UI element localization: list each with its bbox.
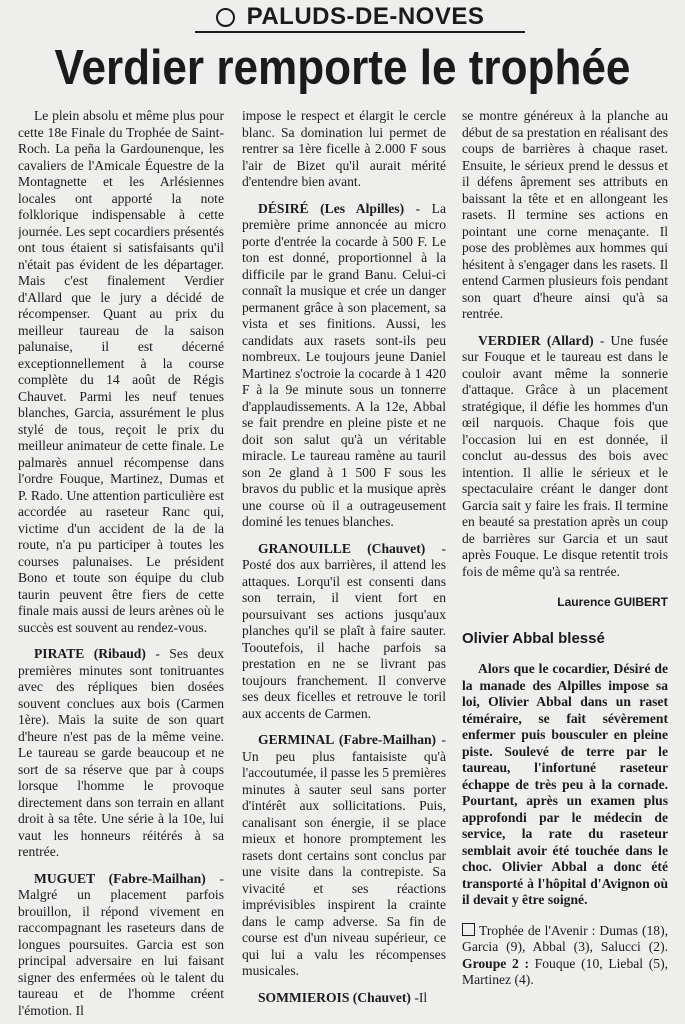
group-label: Groupe 2 :	[462, 955, 529, 971]
paragraph-granouille: GRANOUILLE (Chauvet) - Posté dos aux barrières, il attend les attaques. Lorqu'il est consenti dans son terrain, il vient fort en poursuivant ses actions jusqu'aux planches qu'il se plaît à faire sauter. Tooutefois, il hache parfois sa prestation en ne se livrant pas toujours franchement. Il converve ses deux ficelles et retrouve le toril aux accents de Carmen.	[242, 540, 446, 721]
column-1	[18, 108, 224, 1024]
paragraph-verdier: VERDIER (Allard) - Une fusée sur Fouque et le taureau est dans le couloir avant même la sonnerie d'attaque. Grâce à un placement stratégique, il défie les hommes d'un œil narquois. Chaque fois que l'occasion lui en est donnée, il conclut au-dessus des bois avec intention. Il allie le sérieux et le spectaculaire créant le danger dont Garcia sait y faire les frais. Il termine en beauté sa prestation après un coup de barrières sur Garcia et un saut après Fouque. Le disque retentit trois fois de même qu'à sa rentrée.	[462, 332, 668, 579]
column-2	[242, 108, 446, 1024]
paragraph-sommierois-cont: se montre généreux à la planche au début de sa prestation en réalisant des coups de barrières à chaque raset. Ensuite, le sérieux prend le dessus et il défens âprement ses attributs en baissant la tête et en allongeant les rasets. Il termine ses actions en pointant une corne menaçante. Il pose des problèmes aux hommes qui hésitent à s'engager dans les rasets. Il entend Carmen plusieurs fois pendant son quart d'heure ainsi qu'à sa rentrée.	[462, 108, 668, 321]
rubric-underline	[195, 31, 525, 33]
paragraph-muguet-cont: impose le respect et élargit le cercle blanc. Sa domination lui permet de rentrer sa 1ère ficelle à 2.000 F sous l'air de Bizet qu'il aurait mérité d'entendre bien avant.	[242, 108, 446, 189]
paragraph-abbal: Alors que le cocardier, Désiré de la manade des Alpilles impose sa loi, Olivier Abbal dans un raset téméraire, se fait sévèrement enfermer puis bousculer en pleine piste. Soulevé de terre par le taureau, l'infortuné raseteur échappe de très peu à la cornade. Pourtant, après un examen plus approfondi par le médecin de service, la rate du raseteur semblait avoir été touchée dans le choc. Olivier Abbal a donc été transporté à l'hôpital d'Avignon où il devait y être soigné.	[462, 661, 668, 907]
section-rubric	[160, 0, 540, 34]
bull-name: SOMMIEROIS (Chauvet)	[258, 989, 411, 1005]
paragraph-muguet: MUGUET (Fabre-Mailhan) - Malgré un placement parfois brouillon, il répond vivement en raccompagnant les raseteurs dans de longues poursuites. Garcia est son principal adversaire en lui faisant signer des enfermées où le talent du taureau et de l'homme créent l'émotion. Il	[18, 870, 224, 1018]
author-signature: Laurence GUIBERT	[557, 595, 668, 609]
headline: Verdier remporte le trophée	[54, 41, 631, 95]
column-3	[462, 108, 668, 1024]
bull-name: GRANOUILLE (Chauvet)	[258, 540, 426, 556]
paragraph-intro: Le plein absolu et même plus pour cette 18e Finale du Trophée de Saint-Roch. La peña la Gardounenque, les cavaliers de l'Amicale Équestre de la Montagnette et les Arlésiennes locales ont apporté la note folklorique indispensable à cette journée. Les sept cocardiers présentés ont tous étaient si satisfaisants qu'il n'était pas évident de les départager. Mais c'est finalement Verdier d'Allard que le jury a décidé de récompenser. Quant au prix du meilleur taureau de la saison palunaise, il est décerné exceptionnellement à la course complète du 14 août de Régis Chauvet. Parmi les neuf tenues blanches, Garcia, assurément le plus stylé de tous, reçoit le prix du meilleur animateur de cette finale. Le palmarès annuel récompense dans l'ordre Fouque, Martinez, Dumas et P. Rado. Une attention particulière est accordée au raseteur Ranc qui, victime d'un accident de la de la route, n'a pu participer à toutes les courses palunaises. Le président Bono et toute son équipe du club taurin peuvent être fiers de cette finale mais aussi de leurs arènes où le succès est souvent au rendez-vous.	[18, 108, 224, 635]
paragraph-desire: DÉSIRÉ (Les Alpilles) - La première prime annoncée au micro porte d'entrée la cocarde à 500 F. Le ton est donné, proportionnel à la difficile par le grand Banu. Celui-ci connaît la musique et crée un danger permanent grâce à son placement, sa vista et ses finitions. Aussi, les candidats aux rasets sont-ils peu nombreux. Le toujours jeune Daniel Martinez s'octroie la cocarde à 1 420 F à la 9e minute sous un tonnerre d'applaudissements. A la 12e, Abbal se fait prendre en pleine piste et ne doit son salut qu'à un véritable miracle. Le taureau ramène au tauril son 2e gland à 1 500 F sous les bravos du public et la musique après une course où il a outrageusement dominé les tenues blanches.	[242, 200, 446, 529]
bull-name: MUGUET (Fabre-Mailhan)	[34, 870, 206, 886]
trophy-text: Trophée de l'Avenir : Dumas (18), Garcia (9), Abbal (3), Salucci (2).	[462, 922, 668, 954]
paragraph-sommierois: SOMMIEROIS (Chauvet) -Il	[258, 989, 428, 1005]
paragraph-germinal: GERMINAL (Fabre-Mailhan) - Un peu plus fantaisiste qu'à l'accoutumée, il passe les 5 premières minutes à sauter seul sans porter d'intérêt aux sollicitations. Puis, canalisant son énergie, il se place mieux et honore promptement les rasets dont certains sont conclus par une visite dans la contrepiste. Sa vivacité et ses réactions imprévisibles inspirent la crainte dans le camp adverse. Sa fin de course est d'un niveau supérieur, ce qui lui a valu les récompenses musicales.	[242, 732, 446, 978]
trophy-results	[462, 923, 668, 989]
sidebar-body	[462, 661, 668, 909]
sidebar-title: Olivier Abbal blessé	[462, 629, 605, 647]
bull-name: PIRATE (Ribaud)	[34, 646, 146, 661]
circle-icon	[216, 8, 235, 27]
checkbox-icon	[462, 923, 475, 936]
paragraph-pirate: PIRATE (Ribaud) - Ses deux premières minutes sont tonitruantes avec des répliques bien dosées souvent conclues aux bois (Carmen 1ère). Mais la suite de son quart d'heure n'est pas de la même veine. Le taureau se garde beaucoup et ne sort de sa réserve que par à coups lorsque l'homme le provoque directement dans son terrain en allant droit à sa tête. Une série à la 10e, lui vaut les honneurs réitérés à sa rentrée.	[18, 646, 224, 859]
bull-name: DÉSIRÉ (Les Alpilles)	[258, 200, 405, 216]
bull-name: GERMINAL (Fabre-Mailhan)	[258, 732, 437, 747]
group-text: Fouque (10, Liebal (5), Martinez (4).	[462, 955, 668, 987]
rubric-label: PALUDS-DE-NOVES	[246, 3, 485, 30]
bull-name: VERDIER (Allard)	[478, 332, 594, 348]
